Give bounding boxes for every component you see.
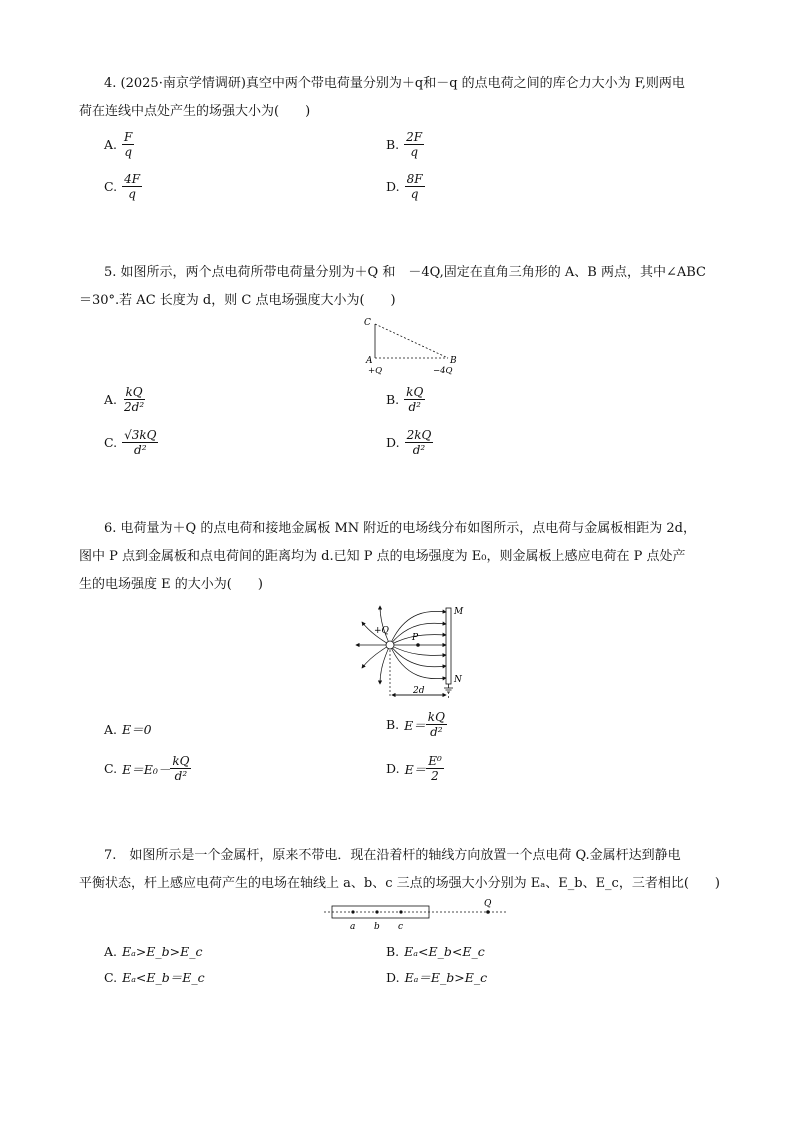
q6-option-a[interactable] xyxy=(104,720,152,738)
option-prefix: E＝ xyxy=(404,761,427,777)
option-label: B. xyxy=(386,137,400,152)
option-text: Eₐ＝E_b>E_c xyxy=(404,970,488,985)
q5-option-a[interactable] xyxy=(104,385,146,414)
option-text: E＝0 xyxy=(122,722,152,737)
option-label: B. xyxy=(386,392,400,407)
q7-option-a[interactable] xyxy=(104,944,203,959)
label-q: Q xyxy=(484,899,492,909)
q6-option-b[interactable] xyxy=(386,710,447,739)
q4-option-d[interactable] xyxy=(386,172,425,201)
field-line xyxy=(390,645,446,679)
q6-option-c[interactable] xyxy=(104,754,191,783)
label-a: A xyxy=(366,356,373,366)
fraction: $\frac{kQ}{\text{d²}}$ xyxy=(172,754,190,783)
option-label: D. xyxy=(386,761,400,776)
q5-stem-line1: 5. 如图所示，两个点电荷所带电荷量分别为＋Q 和 －4Q,固定在直角三角形的 A、B 两点，其中∠ABC xyxy=(104,265,706,280)
option-label: C. xyxy=(104,435,118,450)
label-2d: 2d xyxy=(413,686,425,696)
point-b xyxy=(375,910,378,913)
charge-a: +Q xyxy=(368,366,383,376)
option-text: Eₐ>E_b>E_c xyxy=(122,944,203,959)
q4-option-a[interactable] xyxy=(104,130,134,159)
fraction: $\frac{4F}{q}$ xyxy=(124,172,141,201)
option-text: Eₐ<E_b＝E_c xyxy=(122,970,205,985)
q6-stem-line3: 生的电场强度 E 的大小为( ) xyxy=(79,577,263,592)
option-prefix: E＝E₀－ xyxy=(122,761,171,777)
q7-option-b[interactable] xyxy=(386,944,485,959)
option-label: D. xyxy=(386,179,400,194)
charge-b: −4Q xyxy=(433,366,453,376)
label-b: b xyxy=(374,922,380,932)
option-label: D. xyxy=(386,435,400,450)
label-n: N xyxy=(454,675,462,685)
q6-stem-line1: 6. 电荷量为＋Q 的点电荷和接地金属板 MN 附近的电场线分布如图所示，点电荷与金属板相距为 2d， xyxy=(104,521,697,536)
option-label: C. xyxy=(104,179,118,194)
point-a xyxy=(351,910,354,913)
q7-stem-line1: 7. 如图所示是一个金属杆，原来不带电．现在沿着杆的轴线方向放置一个点电荷 Q.金属杆达到静电 xyxy=(104,848,681,863)
q7-option-d[interactable] xyxy=(386,968,487,986)
label-c: C xyxy=(364,318,371,328)
option-label: D. xyxy=(386,969,400,985)
option-label: A. xyxy=(104,392,118,407)
metal-plate xyxy=(446,608,451,684)
fraction: $\frac{2F}{q}$ xyxy=(406,130,423,159)
q5-option-b[interactable] xyxy=(386,385,425,414)
q7-rod-figure xyxy=(320,896,510,932)
option-text: Eₐ<E_b<E_c xyxy=(404,944,485,959)
q4-option-b[interactable] xyxy=(386,130,424,159)
label-p: P xyxy=(412,633,419,643)
q5-stem-line2: ＝30°.若 AC 长度为 d，则 C 点电场强度大小为( ) xyxy=(79,293,396,308)
fraction: $\frac{kQ}{\text{d²}}$ xyxy=(406,385,424,414)
charge-q xyxy=(486,910,490,914)
option-label: B. xyxy=(386,944,400,959)
fraction: $\frac{kQ}{\text{2d²}}$ xyxy=(124,385,145,414)
label-a: a xyxy=(350,922,356,932)
q5-option-c[interactable] xyxy=(104,428,158,457)
q4-option-c[interactable] xyxy=(104,172,142,201)
option-label: A. xyxy=(104,721,118,737)
point-p xyxy=(416,643,420,647)
side-bc xyxy=(375,324,448,358)
q5-triangle-figure xyxy=(360,314,470,378)
option-label: B. xyxy=(386,717,400,732)
q7-option-c[interactable] xyxy=(104,968,205,986)
fraction: $\frac{F}{q}$ xyxy=(124,130,133,159)
label-b: B xyxy=(450,356,457,366)
option-prefix: E＝ xyxy=(404,717,426,733)
q7-stem-line2: 平衡状态，杆上感应电荷产生的电场在轴线上 a、b、c 三点的场强大小分别为 Eₐ、E_b、E_c，三者相比( ) xyxy=(79,876,720,891)
point-charge xyxy=(386,641,394,649)
option-label: C. xyxy=(104,969,118,985)
fraction: $\frac{2kQ}{\text{d²}}$ xyxy=(406,428,432,457)
option-label: A. xyxy=(104,137,118,152)
fraction: $\frac{\text{E⁰}}{2}$ xyxy=(428,754,442,783)
option-label: C. xyxy=(104,761,118,776)
q6-stem-line2: 图中 P 点到金属板和点电荷间的距离均为 d.已知 P 点的电场强度为 E₀，则金属板上感应电荷在 P 点处产 xyxy=(79,549,686,564)
label-charge: +Q xyxy=(374,626,389,636)
label-m: M xyxy=(454,607,464,617)
fraction: $\frac{8F}{q}$ xyxy=(406,172,423,201)
q5-option-d[interactable] xyxy=(386,428,433,457)
q6-option-d[interactable] xyxy=(386,754,444,783)
option-label: A. xyxy=(104,944,118,959)
label-c: c xyxy=(398,922,404,932)
field-line xyxy=(390,645,446,667)
field-line xyxy=(362,645,390,668)
field-line xyxy=(380,645,390,684)
q6-field-line-figure xyxy=(350,600,480,702)
fraction: $\frac{√3kQ}{\text{d²}}$ xyxy=(124,428,157,457)
point-c xyxy=(399,910,402,913)
q4-stem-line2: 荷在连线中点处产生的场强大小为( ) xyxy=(79,104,311,119)
q4-stem-line1: 4. (2025·南京学情调研)真空中两个带电荷量分别为＋q和－q 的点电荷之间的库仑力大小为 F,则两电 xyxy=(104,76,685,91)
fraction: $\frac{kQ}{\text{d²}}$ xyxy=(427,710,445,739)
